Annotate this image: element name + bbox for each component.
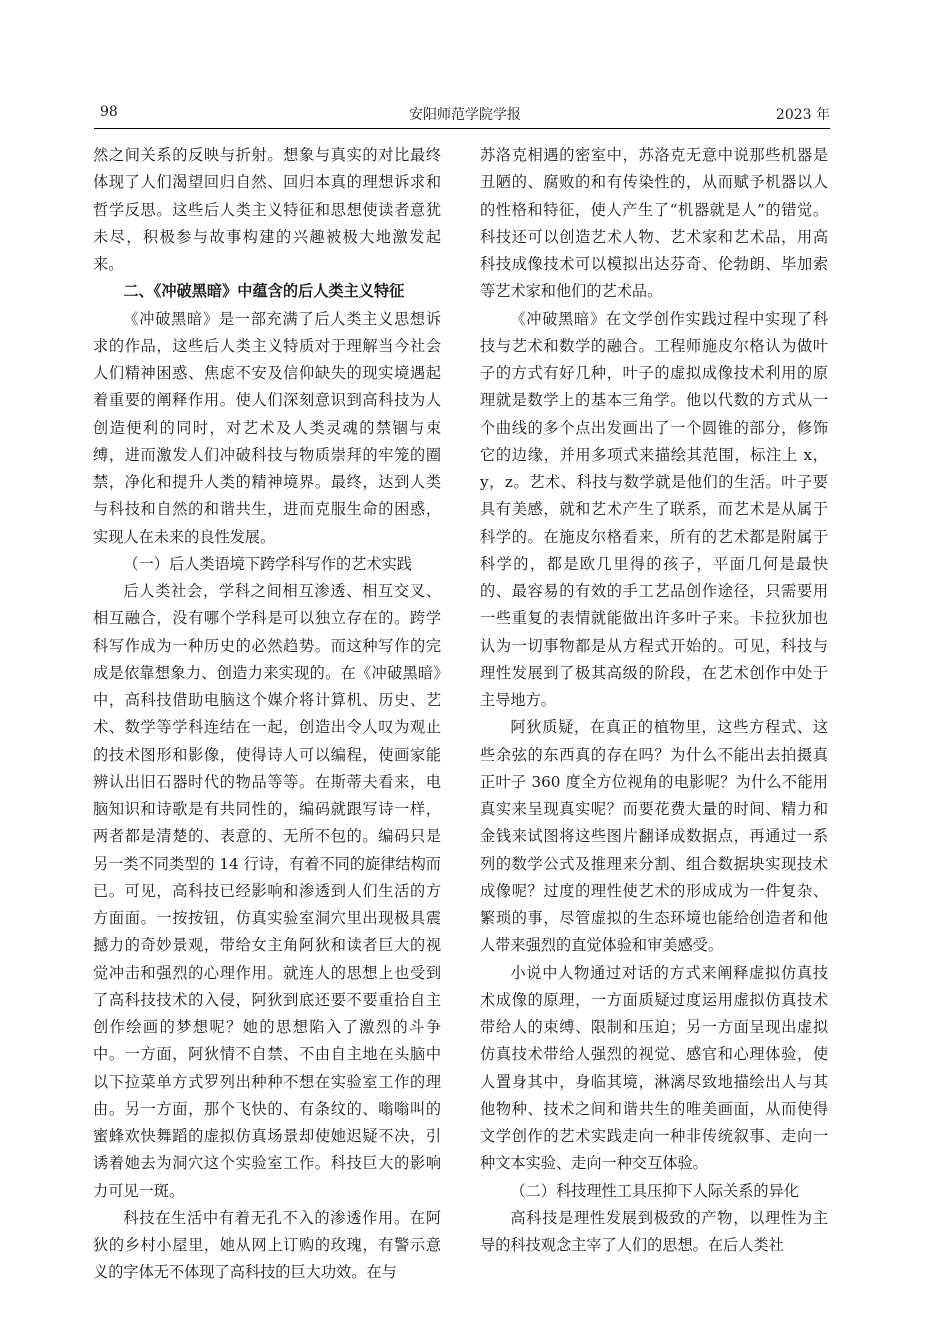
paragraph: 小说中人物通过对话的方式来阐释虚拟仿真技术成像的原理，一方面质疑过度运用虚拟仿真技术带给人的束缚、限制和压迫；另一方面呈现出虚拟仿真技术带给人强烈的视觉、感官和心理体验，使人置身其中，身临其境，淋漓尽致地描绘出人与其他物种、技术之间和谐共生的唯美画面，从而使得文学创作的艺术实践走向一种非传统叙事、走向一种文本实验、走向一种交互体验。 [480,963,828,1173]
section-heading: 二、《冲破黑暗》中蕴含的后人类主义特征 [123,282,405,301]
paragraph: 苏洛克相遇的密室中，苏洛克无意中说那些机器是丑陋的、腐败的和有传染性的，从而赋予机器以人的性格和特征，使人产生了“机器就是人”的错觉。科技还可以创造艺术人物、艺术家和艺术品，用高科技成像技术可以模拟出达芬奇、伦勃朗、毕加索等艺术家和他们的艺术品。 [480,146,828,301]
paragraph: 高科技是理性发展到极致的产物，以理性为主导的科技观念主宰了人们的思想。在后人类社 [480,1208,828,1254]
running-header [100,104,830,126]
paragraph: 《冲破黑暗》在文学创作实践过程中实现了科技与艺术和数学的融合。工程师施皮尔格认为做叶子的方式有好几种，叶子的虚拟成像技术利用的原理就是数学上的基本三角学。他以代数的方式从一个曲线的多个点出发画出了一个圆锥的部分，修饰它的边缘，并用多项式来描绘其范围，标注上 x，y，z。艺术、科技与数学就是他们的生活。叶子要具有美感，就和艺术产生了联系，而艺术是从属于科学的。在施皮尔格看来，所有的艺术都是附属于科学的，都是欧几里得的孩子，平面几何是最快的、最容易的有效的手工艺品创作途径，只需要用一些重复的表情就能做出许多叶子来。卡拉狄加也认为一切事物都是从方程式开始的。可见，科技与理性发展到了极其高级的阶段，在艺术创作中处于主导地方。 [480,309,828,709]
paragraph: 后人类社会，学科之间相互渗透、相互交叉、相互融合，没有哪个学科是可以独立存在的。跨学科写作成为一种历史的必然趋势。而这种写作的完成是依靠想象力、创造力来实现的。在《冲破黑暗》中，高科技借助电脑这个媒介将计算机、历史、艺术、数学等学科连结在一起，创造出令人叹为观止的技术图形和影像，使得诗人可以编程，使画家能辨认出旧石器时代的物品等等。在斯蒂夫看来，电脑知识和诗歌是有共同性的，编码就跟写诗一样，两者都是清楚的、表意的、无所不包的。编码只是另一类不同类型的 14 行诗，有着不同的旋律结构而已。可见，高科技已经影响和渗透到人们生活的方方面面。一按按钮，仿真实验室洞穴里出现极具震撼力的奇妙景观，带给女主角阿狄和读者巨大的视觉冲击和强烈的心理作用。就连人的思想上也受到了高科技技术的入侵，阿狄到底还要不要重拾自主创作绘画的梦想呢？她的思想陷入了激烈的斗争中。一方面，阿狄情不自禁、不由自主地在头脑中以下拉菜单方式罗列出种种不想在实验室工作的理由。另一方面，那个飞快的、有条纹的、嗡嗡叫的蜜蜂欢快舞蹈的虚拟仿真场景却使她迟疑不决，引诱着她去为洞穴这个实验室工作。科技巨大的影响力可见一斑。 [93,582,441,1200]
publication-year: 2023 年 [775,107,830,123]
paragraph: 然之间关系的反映与折射。想象与真实的对比最终体现了人们渴望回归自然、回归本真的理想诉求和哲学反思。这些后人类主义特征和思想使读者意犹未尽，积极参与故事构建的兴趣被极大地激发起来。 [93,146,441,273]
left-column [93,142,441,1287]
paragraph: 科技在生活中有着无孔不入的渗透作用。在阿狄的乡村小屋里，她从网上订购的玫瑰，有警示意义的字体无不体现了高科技的巨大功效。在与 [93,1208,441,1282]
header-rule [94,128,830,129]
right-column [480,142,828,1259]
paragraph: 《冲破黑暗》是一部充满了后人类主义思想诉求的作品，这些后人类主义特质对于理解当今社会人们精神困惑、焦虑不安及信仰缺失的现实境遇起着重要的阐释作用。使人们深刻意识到高科技为人创造便利的同时，对艺术及人类灵魂的禁锢与束缚，进而激发人们冲破科技与物质崇拜的牢笼的圈禁，净化和提升人类的精神境界。最终，达到人类与科技和自然的和谐共生，进而克服生命的困惑，实现人在未来的良性发展。 [93,309,441,546]
subsection-heading: （二）科技理性工具压抑下人际关系的异化 [510,1181,799,1200]
subsection-heading: （一）后人类语境下跨学科写作的艺术实践 [123,554,412,573]
paragraph: 阿狄质疑，在真正的植物里，这些方程式、这些余弦的东西真的存在吗？为什么不能出去拍摄真正叶子 360 度全方位视角的电影呢？为什么不能用真实来呈现真实呢？而要花费大量的时间、精力和金钱来试图将这些图片翻译成数据点，再通过一系列的数学公式及推理来分割、组合数据块实现技术成像呢？过度的理性使艺术的形成成为一件复杂、繁琐的事，尽管虚拟的生态环境也能给创造者和他人带来强烈的直觉体验和审美感受。 [480,718,828,955]
journal-title: 安阳师范学院学报 [409,107,521,123]
page-number: 98 [100,104,118,120]
